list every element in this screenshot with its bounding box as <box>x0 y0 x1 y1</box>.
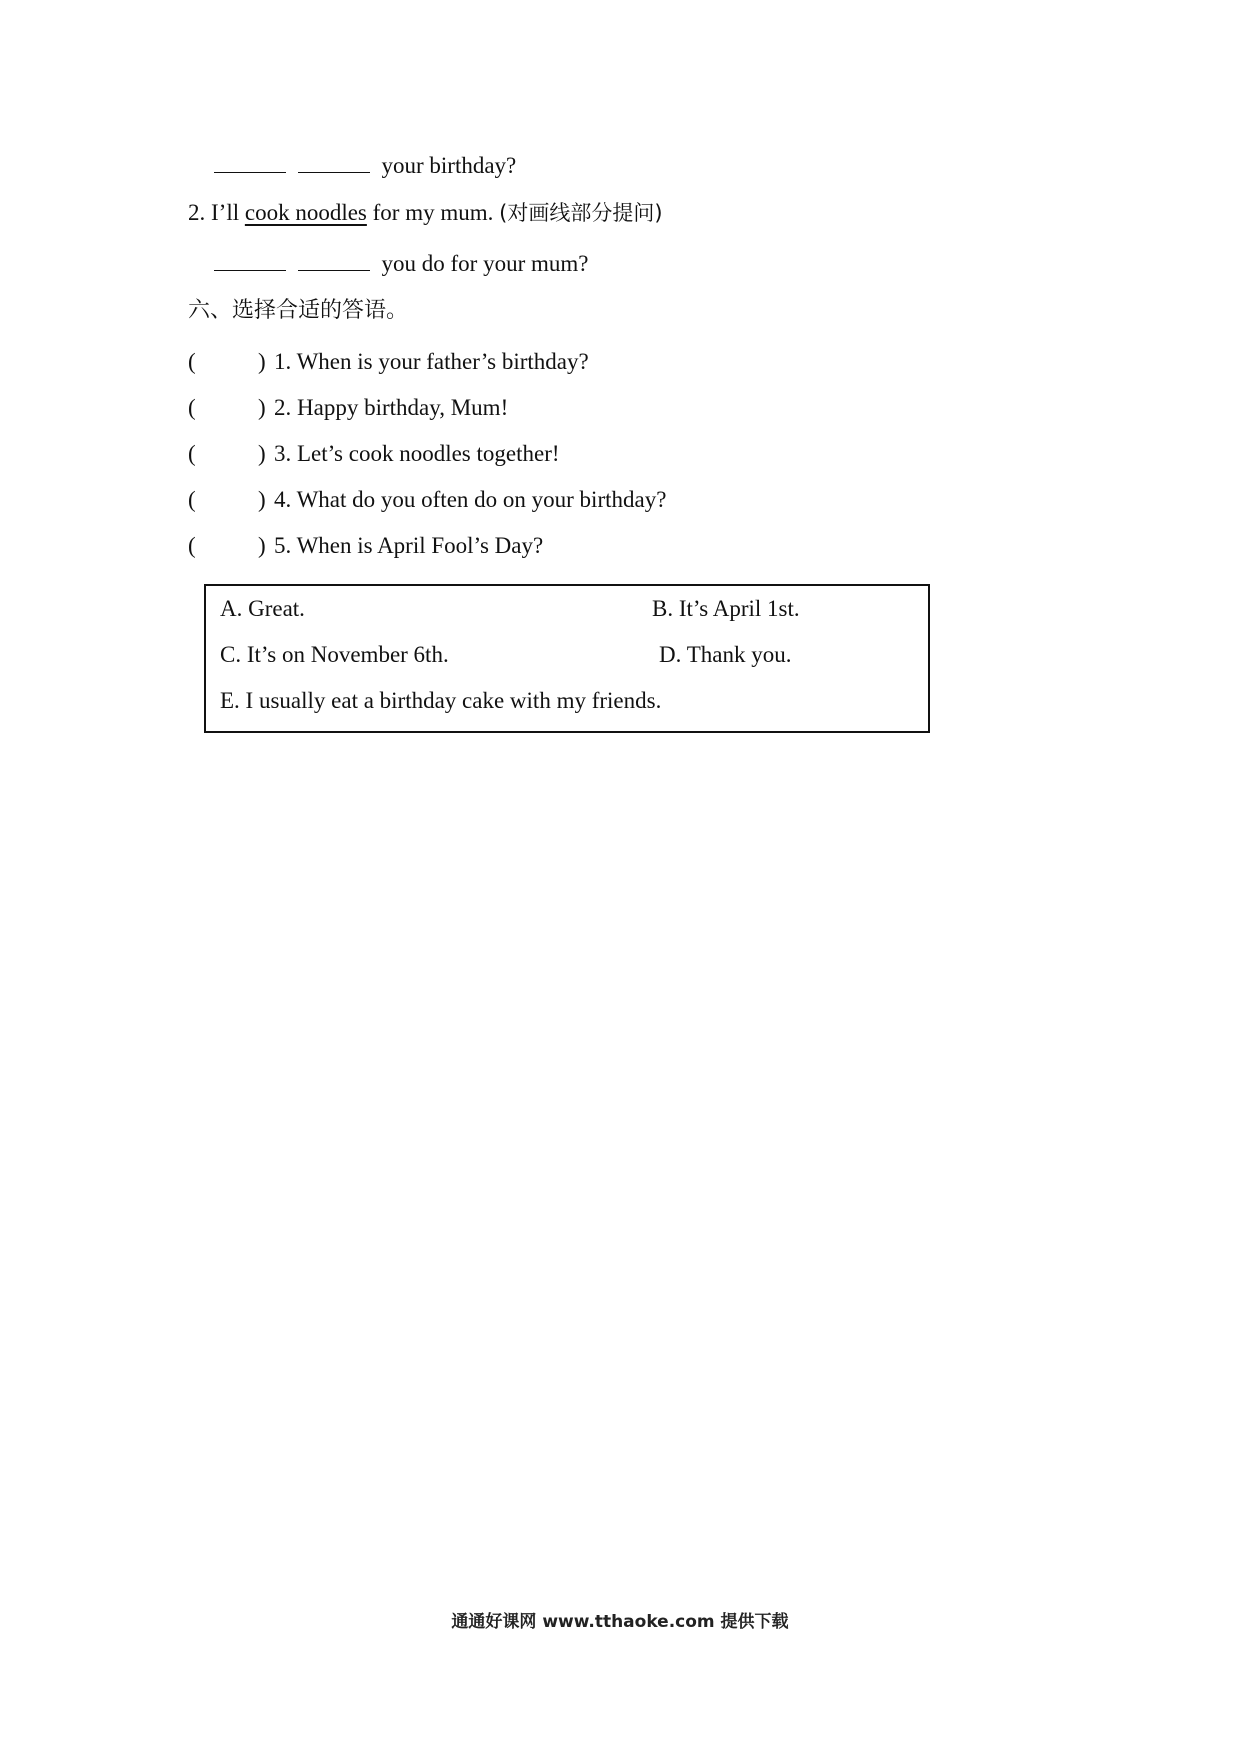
answer-paren-close: ) <box>258 487 266 512</box>
q2-underlined-phrase: cook noodles <box>244 200 367 225</box>
answer-paren-close: ) <box>258 441 266 466</box>
q2-answer-line <box>214 249 588 279</box>
q2-instruction: (对画线部分提问) <box>499 201 663 225</box>
answer-paren-open: ( <box>188 395 196 420</box>
choice-a: A. Great. <box>220 596 305 621</box>
answer-paren-open: ( <box>188 349 196 374</box>
page-footer: 通通好课网 www.tthaoke.com 提供下载 <box>451 1612 789 1632</box>
question-text: 5. When is April Fool’s Day? <box>274 533 544 558</box>
choice-b: B. It’s April 1st. <box>652 596 800 621</box>
q1-answer-line <box>214 151 516 181</box>
q2-answer-suffix: you do for your mum? <box>381 251 589 276</box>
answer-paren-close: ) <box>258 395 266 420</box>
q2-number: 2. I’ll <box>188 200 240 225</box>
q2-rest: for my mum. <box>372 200 494 225</box>
answer-blank[interactable] <box>214 250 286 271</box>
question-text: 3. Let’s cook noodles together! <box>274 441 560 466</box>
choice-e: E. I usually eat a birthday cake with my friends. <box>220 688 662 713</box>
answer-choices-box <box>204 584 930 733</box>
question-text: 2. Happy birthday, Mum! <box>274 395 509 420</box>
question-text: 4. What do you often do on your birthday? <box>274 487 667 512</box>
answer-blank[interactable] <box>298 152 370 173</box>
answer-blank[interactable] <box>214 152 286 173</box>
choice-d: D. Thank you. <box>659 642 792 667</box>
section6-heading: 六、选择合适的答语。 <box>188 298 409 323</box>
question-text: 1. When is your father’s birthday? <box>274 349 589 374</box>
q1-answer-suffix: your birthday? <box>381 153 517 178</box>
answer-paren-open: ( <box>188 533 196 558</box>
answer-paren-close: ) <box>258 533 266 558</box>
q2-question <box>188 198 663 228</box>
choice-c: C. It’s on November 6th. <box>220 642 449 667</box>
answer-paren-open: ( <box>188 441 196 466</box>
answer-paren-open: ( <box>188 487 196 512</box>
answer-blank[interactable] <box>298 250 370 271</box>
answer-paren-close: ) <box>258 349 266 374</box>
